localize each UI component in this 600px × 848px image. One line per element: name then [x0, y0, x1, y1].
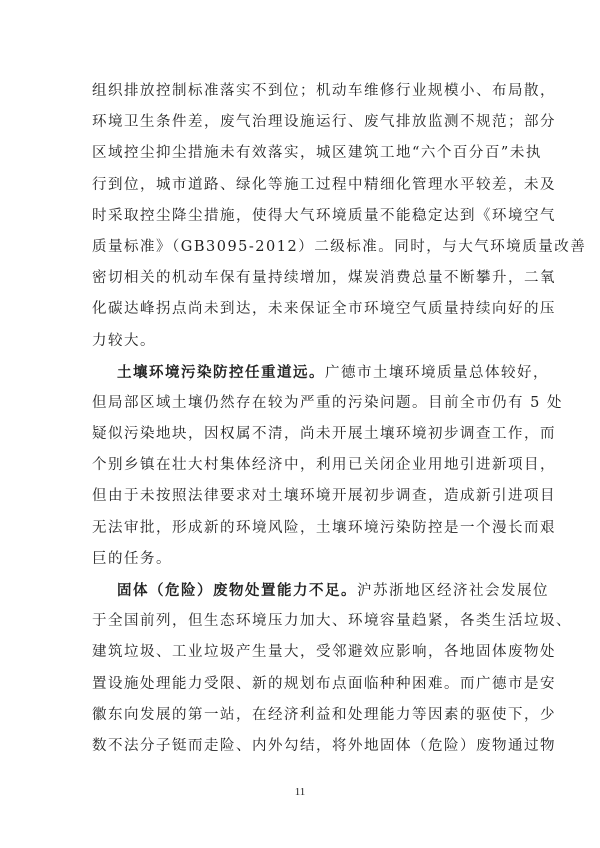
text-line: 但局部区域土壤仍然存在较为严重的污染问题。目前全市仍有 5 处	[92, 394, 563, 411]
text-line: 徽东向发展的第一站，在经济利益和处理能力等因素的驱使下，少	[92, 706, 556, 723]
paragraph-solid-waste	[92, 575, 572, 762]
page-number: 11	[294, 786, 306, 798]
text-line: 区域控尘抑尘措施未有效落实，城区建筑工地“六个百分百”未执	[92, 145, 542, 162]
paragraph-soil-pollution	[92, 357, 563, 575]
text-line: 质量标准》（GB3095-2012）二级标准。同时，与大气环境质量改善	[92, 238, 587, 255]
text-line: 环境卫生条件差，废气治理设施运行、废气排放监测不规范；部分	[92, 114, 556, 131]
text-line: 时采取控尘降尘措施，使得大气环境质量不能稳定达到《环境空气	[92, 207, 556, 224]
text-line: 密切相关的机动车保有量持续增加，煤炭消费总量不断攀升，二氧	[92, 270, 556, 287]
text-line: 化碳达峰拐点尚未到达，未来保证全市环境空气质量持续向好的压	[92, 301, 556, 318]
text-line: 个别乡镇在壮大村集体经济中，利用已关闭企业用地引进新项目，	[92, 457, 556, 474]
text-span: 沪苏浙地区经济社会发展位	[357, 583, 549, 599]
text-line: 组织排放控制标准落实不到位；机动车维修行业规模小、布局散，	[92, 83, 556, 99]
text-line: 数不法分子铤而走险、内外勾结，将外地固体（危险）废物通过物	[92, 737, 556, 754]
text-line: 无法审批，形成新的环境风险，土壤环境污染防控是一个漫长而艰	[92, 519, 556, 536]
text-line: 力较大。	[92, 332, 156, 349]
text-line: 行到位，城市道路、绿化等施工过程中精细化管理水平较差，未及	[92, 176, 556, 193]
document-body	[92, 76, 587, 762]
text-line	[92, 575, 549, 606]
paragraph-lead-heading: 土壤环境污染防控任重道远。	[117, 363, 325, 381]
text-line: 置设施处理能力受限、新的规划布点面临种种困难。而广德市是安	[92, 675, 556, 692]
text-line: 但由于未按照法律要求对土壤环境开展初步调查，造成新引进项目	[92, 488, 556, 505]
paragraph-air-quality	[92, 76, 587, 357]
text-line: 巨的任务。	[92, 550, 172, 567]
text-line: 疑似污染地块，因权属不清，尚未开展土壤环境初步调查工作，而	[92, 426, 556, 443]
paragraph-lead-heading: 固体（危险）废物处置能力不足。	[117, 582, 357, 599]
text-span: 广德市土壤环境质量总体较好，	[325, 364, 549, 381]
text-line	[92, 357, 549, 388]
text-line: 建筑垃圾、工业垃圾产生量大，受邻避效应影响，各地固体废物处	[92, 644, 556, 661]
text-line: 于全国前列，但生态环境压力加大、环境容量趋紧，各类生活垃圾、	[92, 613, 572, 630]
